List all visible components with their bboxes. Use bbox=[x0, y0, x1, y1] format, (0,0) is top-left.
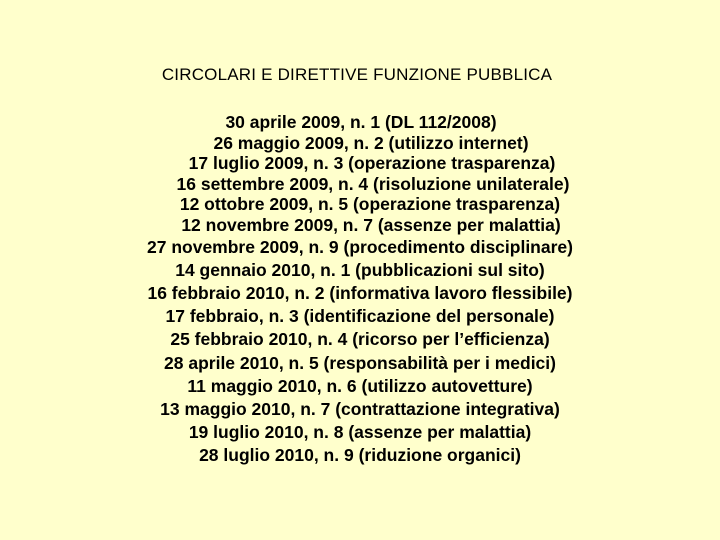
list-item: 30 aprile 2009, n. 1 (DL 112/2008) bbox=[225, 112, 497, 132]
list-item: 17 febbraio, n. 3 (identificazione del personale) bbox=[165, 306, 555, 327]
list-item: 11 maggio 2010, n. 6 (utilizzo autovetture) bbox=[187, 375, 533, 396]
list-item: 28 aprile 2010, n. 5 (responsabilità per i medici) bbox=[164, 352, 556, 373]
list-item: 13 maggio 2010, n. 7 (contrattazione integrativa) bbox=[160, 398, 560, 419]
slide-title: CIRCOLARI E DIRETTIVE FUNZIONE PUBBLICA bbox=[161, 65, 553, 84]
list-item: 12 ottobre 2009, n. 5 (operazione trasparenza) bbox=[179, 194, 561, 215]
list-item: 12 novembre 2009, n. 7 (assenze per malattia) bbox=[181, 214, 561, 235]
list-item: 17 luglio 2009, n. 3 (operazione trasparenza) bbox=[188, 153, 556, 174]
list-item: 19 luglio 2010, n. 8 (assenze per malattia) bbox=[188, 422, 532, 443]
list-item: 25 febbraio 2010, n. 4 (ricorso per l’efficienza) bbox=[170, 329, 550, 350]
list-item: 26 maggio 2009, n. 2 (utilizzo internet) bbox=[213, 132, 529, 153]
list-item: 28 luglio 2010, n. 9 (riduzione organici) bbox=[199, 445, 521, 466]
list-item: 16 settembre 2009, n. 4 (risoluzione unilaterale) bbox=[176, 173, 570, 194]
circolari-list bbox=[0, 112, 720, 468]
list-item: 14 gennaio 2010, n. 1 (pubblicazioni sul sito) bbox=[175, 259, 545, 280]
list-item: 16 febbraio 2010, n. 2 (informativa lavoro flessibile) bbox=[147, 282, 573, 303]
list-item: 27 novembre 2009, n. 9 (procedimento disciplinare) bbox=[147, 236, 573, 257]
